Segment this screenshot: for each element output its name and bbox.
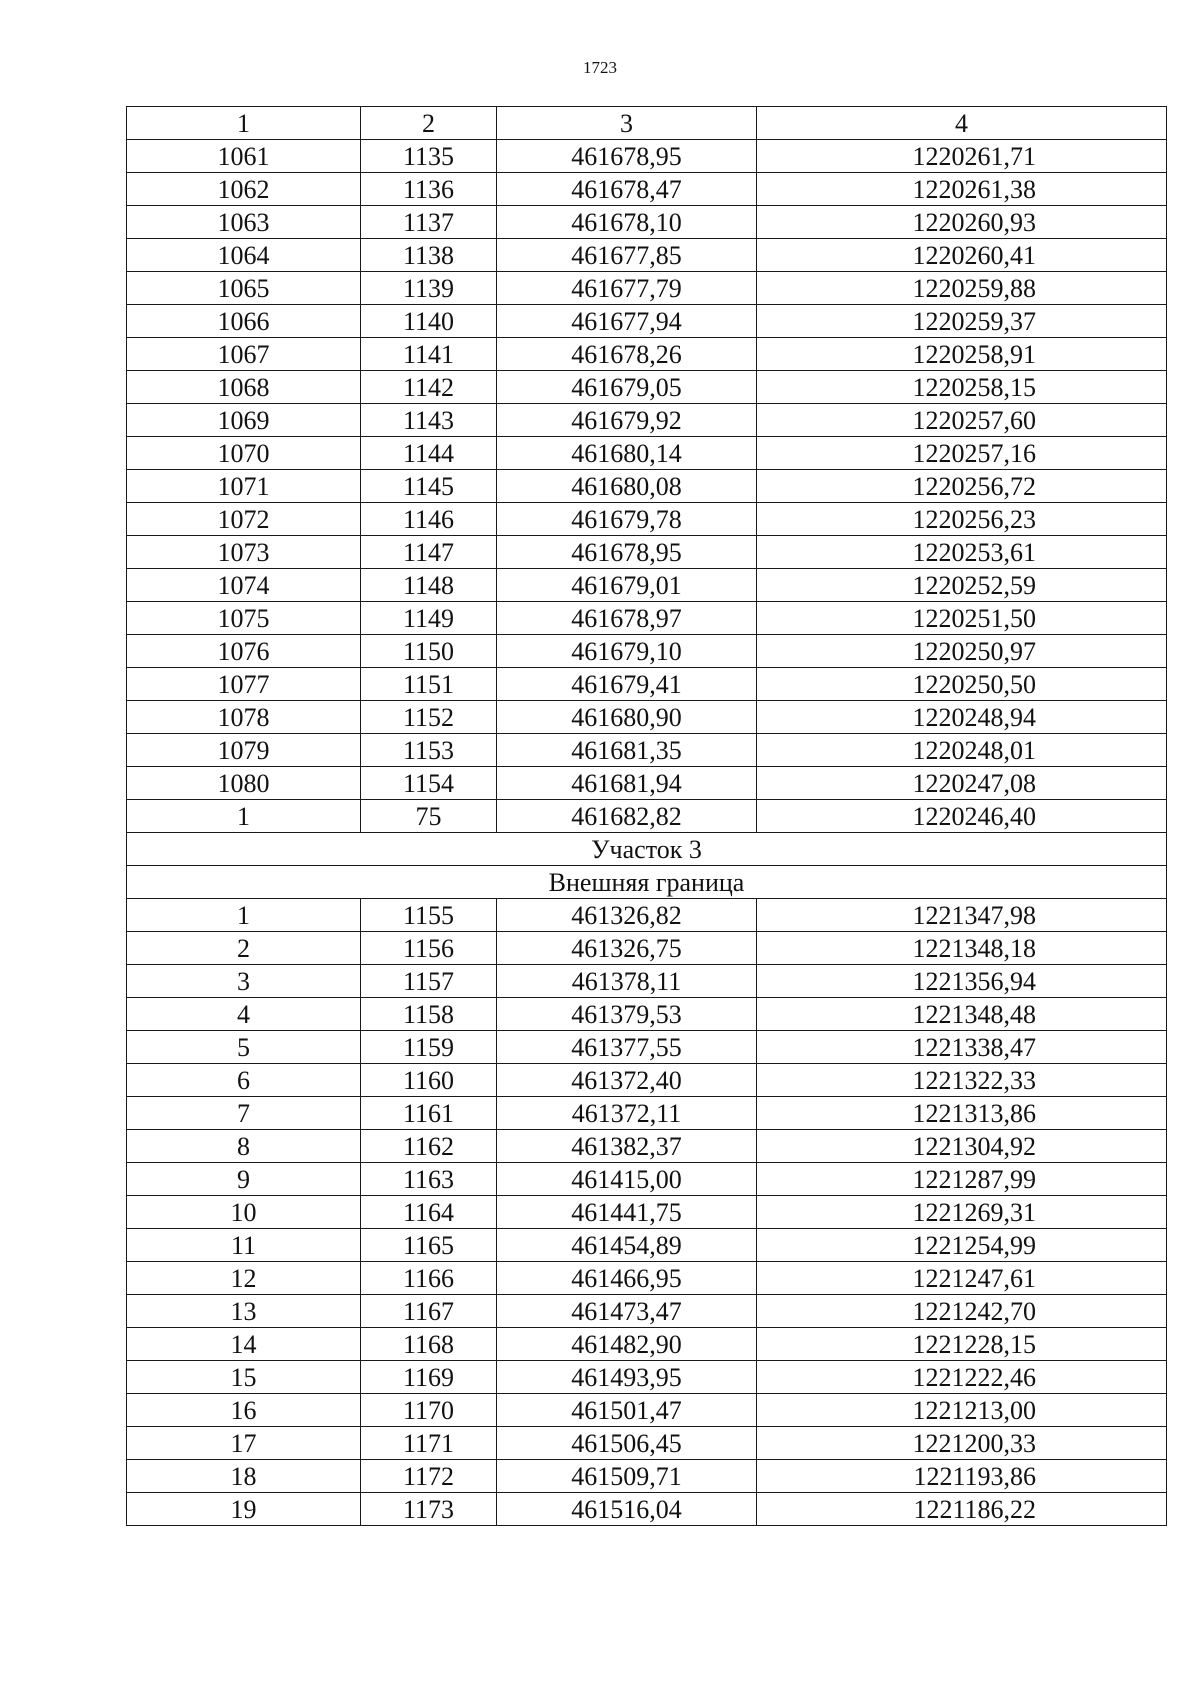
y-coordinate-cell: 1220246,40 — [757, 800, 1167, 833]
point-number-cell: 3 — [127, 965, 361, 998]
x-coordinate-cell: 461680,08 — [497, 470, 757, 503]
vertex-number-cell: 1155 — [361, 899, 497, 932]
point-number-cell: 1 — [127, 800, 361, 833]
y-coordinate-cell: 1220261,71 — [757, 140, 1167, 173]
vertex-number-cell: 1161 — [361, 1097, 497, 1130]
x-coordinate-cell: 461681,94 — [497, 767, 757, 800]
y-coordinate-cell: 1220257,16 — [757, 437, 1167, 470]
vertex-number-cell: 1149 — [361, 602, 497, 635]
x-coordinate-cell: 461679,78 — [497, 503, 757, 536]
y-coordinate-cell: 1220256,72 — [757, 470, 1167, 503]
table-row — [127, 1394, 1167, 1427]
vertex-number-cell: 1151 — [361, 668, 497, 701]
point-number-cell: 1074 — [127, 569, 361, 602]
table-row — [127, 569, 1167, 602]
vertex-number-cell: 1163 — [361, 1163, 497, 1196]
table-row — [127, 1031, 1167, 1064]
x-coordinate-cell: 461415,00 — [497, 1163, 757, 1196]
y-coordinate-cell: 1220257,60 — [757, 404, 1167, 437]
vertex-number-cell: 1146 — [361, 503, 497, 536]
table-row — [127, 1262, 1167, 1295]
vertex-number-cell: 1160 — [361, 1064, 497, 1097]
point-number-cell: 12 — [127, 1262, 361, 1295]
y-coordinate-cell: 1221213,00 — [757, 1394, 1167, 1427]
vertex-number-cell: 1148 — [361, 569, 497, 602]
point-number-cell: 1062 — [127, 173, 361, 206]
point-number-cell: 1 — [127, 899, 361, 932]
table-row — [127, 206, 1167, 239]
vertex-number-cell: 1165 — [361, 1229, 497, 1262]
x-coordinate-cell: 461382,37 — [497, 1130, 757, 1163]
x-coordinate-cell: 461482,90 — [497, 1328, 757, 1361]
table-row — [127, 965, 1167, 998]
x-coordinate-cell: 461680,14 — [497, 437, 757, 470]
table-row — [127, 701, 1167, 734]
y-coordinate-cell: 1221254,99 — [757, 1229, 1167, 1262]
x-coordinate-cell: 461679,92 — [497, 404, 757, 437]
vertex-number-cell: 1136 — [361, 173, 497, 206]
table-row — [127, 1328, 1167, 1361]
table-row — [127, 734, 1167, 767]
x-coordinate-cell: 461501,47 — [497, 1394, 757, 1427]
y-coordinate-cell: 1220248,01 — [757, 734, 1167, 767]
vertex-number-cell: 1173 — [361, 1493, 497, 1526]
x-coordinate-cell: 461678,10 — [497, 206, 757, 239]
table-row — [127, 338, 1167, 371]
table-row — [127, 173, 1167, 206]
vertex-number-cell: 1145 — [361, 470, 497, 503]
y-coordinate-cell: 1221222,46 — [757, 1361, 1167, 1394]
point-number-cell: 1068 — [127, 371, 361, 404]
y-coordinate-cell: 1220248,94 — [757, 701, 1167, 734]
table-row — [127, 1229, 1167, 1262]
x-coordinate-cell: 461473,47 — [497, 1295, 757, 1328]
point-number-cell: 10 — [127, 1196, 361, 1229]
vertex-number-cell: 1140 — [361, 305, 497, 338]
y-coordinate-cell: 1221348,18 — [757, 932, 1167, 965]
subsection-title-row — [127, 866, 1167, 899]
point-number-cell: 1061 — [127, 140, 361, 173]
x-coordinate-cell: 461677,79 — [497, 272, 757, 305]
vertex-number-cell: 1139 — [361, 272, 497, 305]
table-row — [127, 668, 1167, 701]
table-row — [127, 1427, 1167, 1460]
vertex-number-cell: 1169 — [361, 1361, 497, 1394]
x-coordinate-cell: 461379,53 — [497, 998, 757, 1031]
x-coordinate-cell: 461454,89 — [497, 1229, 757, 1262]
y-coordinate-cell: 1220260,93 — [757, 206, 1167, 239]
point-number-cell: 1063 — [127, 206, 361, 239]
point-number-cell: 1064 — [127, 239, 361, 272]
y-coordinate-cell: 1220251,50 — [757, 602, 1167, 635]
coordinates-table-body — [127, 107, 1167, 1526]
x-coordinate-cell: 461678,47 — [497, 173, 757, 206]
column-header: 4 — [757, 107, 1167, 140]
point-number-cell: 13 — [127, 1295, 361, 1328]
y-coordinate-cell: 1221322,33 — [757, 1064, 1167, 1097]
vertex-number-cell: 1159 — [361, 1031, 497, 1064]
x-coordinate-cell: 461679,41 — [497, 668, 757, 701]
x-coordinate-cell: 461466,95 — [497, 1262, 757, 1295]
point-number-cell: 6 — [127, 1064, 361, 1097]
point-number-cell: 18 — [127, 1460, 361, 1493]
x-coordinate-cell: 461679,01 — [497, 569, 757, 602]
y-coordinate-cell: 1221347,98 — [757, 899, 1167, 932]
point-number-cell: 1080 — [127, 767, 361, 800]
table-header-row — [127, 107, 1167, 140]
x-coordinate-cell: 461377,55 — [497, 1031, 757, 1064]
vertex-number-cell: 1138 — [361, 239, 497, 272]
table-row — [127, 635, 1167, 668]
table-row — [127, 1097, 1167, 1130]
x-coordinate-cell: 461516,04 — [497, 1493, 757, 1526]
vertex-number-cell: 1141 — [361, 338, 497, 371]
point-number-cell: 17 — [127, 1427, 361, 1460]
table-row — [127, 800, 1167, 833]
vertex-number-cell: 1144 — [361, 437, 497, 470]
point-number-cell: 1070 — [127, 437, 361, 470]
x-coordinate-cell: 461372,11 — [497, 1097, 757, 1130]
x-coordinate-cell: 461678,95 — [497, 536, 757, 569]
y-coordinate-cell: 1221200,33 — [757, 1427, 1167, 1460]
y-coordinate-cell: 1220253,61 — [757, 536, 1167, 569]
y-coordinate-cell: 1221348,48 — [757, 998, 1167, 1031]
point-number-cell: 7 — [127, 1097, 361, 1130]
vertex-number-cell: 1172 — [361, 1460, 497, 1493]
table-row — [127, 1361, 1167, 1394]
table-row — [127, 305, 1167, 338]
point-number-cell: 5 — [127, 1031, 361, 1064]
point-number-cell: 1072 — [127, 503, 361, 536]
point-number-cell: 1075 — [127, 602, 361, 635]
vertex-number-cell: 1164 — [361, 1196, 497, 1229]
vertex-number-cell: 1166 — [361, 1262, 497, 1295]
x-coordinate-cell: 461509,71 — [497, 1460, 757, 1493]
table-row — [127, 767, 1167, 800]
table-row — [127, 371, 1167, 404]
y-coordinate-cell: 1221338,47 — [757, 1031, 1167, 1064]
point-number-cell: 1067 — [127, 338, 361, 371]
x-coordinate-cell: 461441,75 — [497, 1196, 757, 1229]
x-coordinate-cell: 461677,94 — [497, 305, 757, 338]
y-coordinate-cell: 1221242,70 — [757, 1295, 1167, 1328]
table-row — [127, 1130, 1167, 1163]
column-header: 2 — [361, 107, 497, 140]
y-coordinate-cell: 1220258,15 — [757, 371, 1167, 404]
table-row — [127, 503, 1167, 536]
x-coordinate-cell: 461677,85 — [497, 239, 757, 272]
y-coordinate-cell: 1220250,97 — [757, 635, 1167, 668]
vertex-number-cell: 1162 — [361, 1130, 497, 1163]
x-coordinate-cell: 461678,26 — [497, 338, 757, 371]
table-row — [127, 140, 1167, 173]
point-number-cell: 1066 — [127, 305, 361, 338]
table-row — [127, 1064, 1167, 1097]
vertex-number-cell: 1135 — [361, 140, 497, 173]
vertex-number-cell: 1168 — [361, 1328, 497, 1361]
vertex-number-cell: 75 — [361, 800, 497, 833]
point-number-cell: 15 — [127, 1361, 361, 1394]
table-row — [127, 536, 1167, 569]
column-header: 3 — [497, 107, 757, 140]
y-coordinate-cell: 1220259,37 — [757, 305, 1167, 338]
point-number-cell: 8 — [127, 1130, 361, 1163]
x-coordinate-cell: 461506,45 — [497, 1427, 757, 1460]
y-coordinate-cell: 1221269,31 — [757, 1196, 1167, 1229]
table-row — [127, 998, 1167, 1031]
x-coordinate-cell: 461378,11 — [497, 965, 757, 998]
point-number-cell: 19 — [127, 1493, 361, 1526]
y-coordinate-cell: 1220256,23 — [757, 503, 1167, 536]
point-number-cell: 1076 — [127, 635, 361, 668]
y-coordinate-cell: 1221228,15 — [757, 1328, 1167, 1361]
vertex-number-cell: 1153 — [361, 734, 497, 767]
vertex-number-cell: 1152 — [361, 701, 497, 734]
y-coordinate-cell: 1220260,41 — [757, 239, 1167, 272]
point-number-cell: 1073 — [127, 536, 361, 569]
y-coordinate-cell: 1220252,59 — [757, 569, 1167, 602]
vertex-number-cell: 1158 — [361, 998, 497, 1031]
subsection-title: Внешняя граница — [127, 866, 1167, 899]
x-coordinate-cell: 461679,05 — [497, 371, 757, 404]
y-coordinate-cell: 1220247,08 — [757, 767, 1167, 800]
x-coordinate-cell: 461680,90 — [497, 701, 757, 734]
point-number-cell: 1065 — [127, 272, 361, 305]
table-row — [127, 899, 1167, 932]
y-coordinate-cell: 1221287,99 — [757, 1163, 1167, 1196]
point-number-cell: 1078 — [127, 701, 361, 734]
vertex-number-cell: 1150 — [361, 635, 497, 668]
vertex-number-cell: 1157 — [361, 965, 497, 998]
point-number-cell: 1071 — [127, 470, 361, 503]
section-title: Участок 3 — [127, 833, 1167, 866]
point-number-cell: 4 — [127, 998, 361, 1031]
point-number-cell: 9 — [127, 1163, 361, 1196]
coordinates-table — [126, 106, 1167, 1526]
vertex-number-cell: 1154 — [361, 767, 497, 800]
table-row — [127, 1163, 1167, 1196]
point-number-cell: 11 — [127, 1229, 361, 1262]
point-number-cell: 1077 — [127, 668, 361, 701]
y-coordinate-cell: 1220258,91 — [757, 338, 1167, 371]
vertex-number-cell: 1170 — [361, 1394, 497, 1427]
vertex-number-cell: 1143 — [361, 404, 497, 437]
y-coordinate-cell: 1221186,22 — [757, 1493, 1167, 1526]
column-header: 1 — [127, 107, 361, 140]
table-row — [127, 1493, 1167, 1526]
point-number-cell: 2 — [127, 932, 361, 965]
page-number: 1723 — [583, 58, 617, 77]
y-coordinate-cell: 1221247,61 — [757, 1262, 1167, 1295]
x-coordinate-cell: 461326,75 — [497, 932, 757, 965]
y-coordinate-cell: 1220261,38 — [757, 173, 1167, 206]
table-row — [127, 1295, 1167, 1328]
point-number-cell: 1069 — [127, 404, 361, 437]
table-row — [127, 470, 1167, 503]
y-coordinate-cell: 1220250,50 — [757, 668, 1167, 701]
x-coordinate-cell: 461681,35 — [497, 734, 757, 767]
table-row — [127, 932, 1167, 965]
vertex-number-cell: 1171 — [361, 1427, 497, 1460]
point-number-cell: 1079 — [127, 734, 361, 767]
y-coordinate-cell: 1220259,88 — [757, 272, 1167, 305]
table-row — [127, 437, 1167, 470]
y-coordinate-cell: 1221313,86 — [757, 1097, 1167, 1130]
vertex-number-cell: 1137 — [361, 206, 497, 239]
x-coordinate-cell: 461372,40 — [497, 1064, 757, 1097]
point-number-cell: 14 — [127, 1328, 361, 1361]
vertex-number-cell: 1142 — [361, 371, 497, 404]
x-coordinate-cell: 461678,95 — [497, 140, 757, 173]
x-coordinate-cell: 461679,10 — [497, 635, 757, 668]
table-row — [127, 404, 1167, 437]
table-row — [127, 1460, 1167, 1493]
x-coordinate-cell: 461493,95 — [497, 1361, 757, 1394]
x-coordinate-cell: 461678,97 — [497, 602, 757, 635]
vertex-number-cell: 1167 — [361, 1295, 497, 1328]
table-row — [127, 1196, 1167, 1229]
y-coordinate-cell: 1221356,94 — [757, 965, 1167, 998]
y-coordinate-cell: 1221193,86 — [757, 1460, 1167, 1493]
x-coordinate-cell: 461682,82 — [497, 800, 757, 833]
point-number-cell: 16 — [127, 1394, 361, 1427]
table-row — [127, 602, 1167, 635]
y-coordinate-cell: 1221304,92 — [757, 1130, 1167, 1163]
vertex-number-cell: 1156 — [361, 932, 497, 965]
vertex-number-cell: 1147 — [361, 536, 497, 569]
x-coordinate-cell: 461326,82 — [497, 899, 757, 932]
table-row — [127, 239, 1167, 272]
table-row — [127, 272, 1167, 305]
section-title-row — [127, 833, 1167, 866]
